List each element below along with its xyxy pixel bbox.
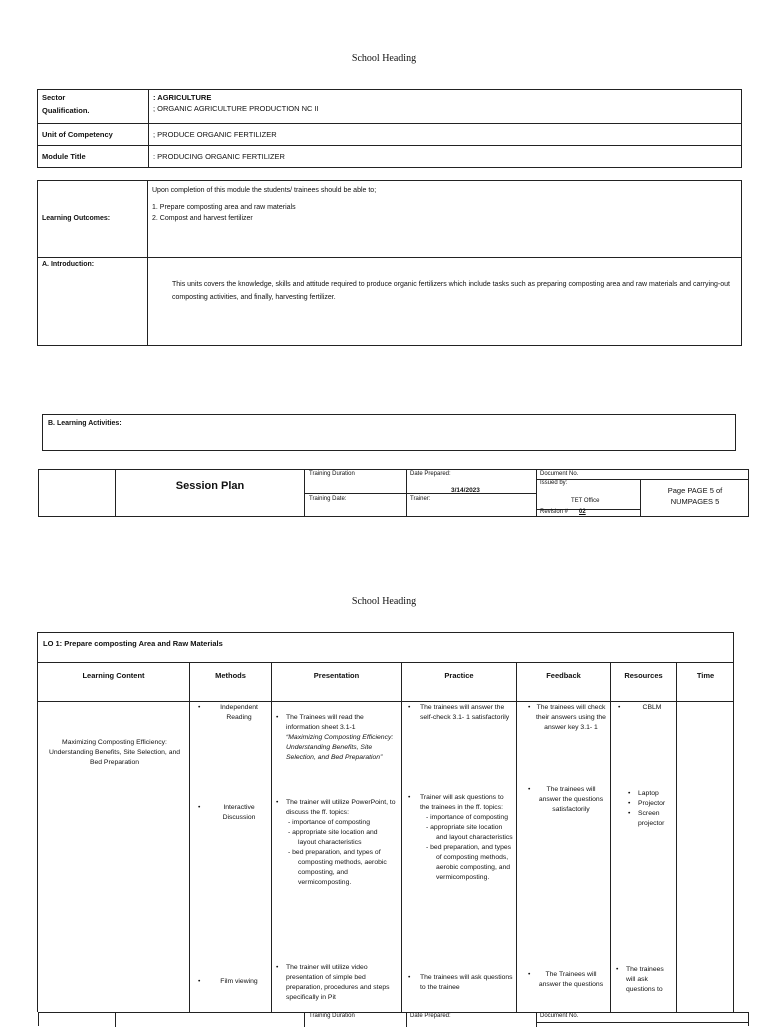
resource-3-text: The trainees will ask questions to — [626, 966, 664, 993]
qualification-value: ; ORGANIC AGRICULTURE PRODUCTION NC II — [153, 104, 319, 113]
method-film-viewing: • Film viewing — [198, 977, 268, 987]
unit-value: ; PRODUCE ORGANIC FERTILIZER — [149, 124, 742, 146]
feedback-1-text: The trainees will check their answers using the answer key 3.1- 1 — [536, 704, 606, 731]
session-plan-title: Session Plan — [175, 480, 245, 492]
date-prepared-label-2: Date Prepared: — [410, 1013, 451, 1019]
header-methods: Methods — [215, 671, 246, 680]
practice-3: • The trainees will ask questions to the trainee — [408, 974, 513, 991]
resource-laptop: Laptop — [638, 790, 659, 797]
resource-2: • Laptop • Projector • Screen projector — [628, 790, 666, 827]
outcomes-intro: Upon completion of this module the students/ trainees should be able to; — [152, 187, 377, 194]
feedback-3-text: The Trainees will answer the questions — [538, 971, 604, 988]
revision-label: Revision # — [540, 509, 569, 515]
header-feedback: Feedback — [546, 671, 581, 680]
practice-topic: - bed preparation, and types of composting methods, aerobic composting, and vermicomposting. — [436, 843, 513, 883]
practice-1-text: The trainees will answer the self-check 3.1- 1 satisfactorily — [420, 704, 510, 721]
method-2-label: Interactive Discussion — [222, 804, 256, 821]
presentation-2: • The trainer will utilize PowerPoint, to discuss the ff. topics: - importance of composting - appropriate site location and layout characteristics - bed preparation, and types of composting methods, aerobic composting, and vermicomposting. — [286, 798, 396, 888]
school-heading: School Heading — [351, 53, 417, 64]
learning-activities-label: B. Learning Activities: — [48, 420, 122, 427]
presentation-topic: - bed preparation, and types of composting methods, aerobic composting, and vermicomposting. — [298, 848, 396, 888]
practice-2-text: Trainer will ask questions to the trainees in the ff. topics: — [420, 794, 504, 811]
resource-screen-projector: Screen projector — [638, 810, 665, 827]
practice-3-text: The trainees will ask questions to the trainee — [420, 974, 513, 991]
method-3-label: Film viewing — [220, 978, 258, 985]
practice-2: • Trainer will ask questions to the trainees in the ff. topics: - importance of composting - appropriate site location and layout characteristics - bed preparation, and types of composting methods, aerobic composting, and vermicomposting. — [420, 793, 513, 883]
sector-label: Sector — [42, 93, 66, 102]
issued-by-value: TET Office — [571, 498, 600, 504]
presentation-2-text: The trainer will utilize PowerPoint, to discuss the ff. topics: — [286, 799, 396, 816]
resource-3: • The trainees will ask questions to — [616, 965, 674, 995]
issued-by-label: Issued by: — [540, 480, 568, 486]
presentation-topic: - importance of composting — [298, 818, 396, 828]
practice-topic: - appropriate site location and layout characteristics — [436, 823, 513, 843]
feedback-2: • The trainees will answer the questions satisfactorily — [528, 785, 606, 815]
module-label: Module Title — [38, 146, 149, 168]
learning-outcomes-label: Learning Outcomes: — [42, 215, 111, 222]
presentation-1-text: The Trainees will read the information sheet 3.1-1 — [286, 714, 364, 731]
trainer-label: Trainer: — [410, 496, 431, 502]
feedback-1: • The trainees will check their answers using the answer key 3.1- 1 — [528, 704, 606, 731]
sector-value: : AGRICULTURE — [153, 93, 212, 102]
introduction-label: A. Introduction: — [42, 261, 95, 268]
header-practice: Practice — [444, 671, 474, 680]
date-prepared-label: Date Prepared: — [410, 471, 451, 477]
resource-projector: Projector — [638, 800, 666, 807]
learning-activities-box — [42, 414, 736, 451]
header-presentation: Presentation — [313, 671, 360, 680]
method-1-label: Independent Reading — [220, 704, 258, 721]
header-learning-content: Learning Content — [82, 671, 145, 680]
resource-1: • CBLM — [618, 703, 676, 713]
unit-label: Unit of Competency — [38, 124, 149, 146]
practice-1: • The trainees will answer the self-check 3.1- 1 satisfactorily — [420, 703, 513, 723]
presentation-topic: - appropriate site location and layout characteristics — [298, 828, 396, 848]
learning-content-text: Maximizing Composting Efficiency: Understanding Benefits, Site Selection, and Bed Preparation — [48, 739, 181, 766]
presentation-1-italic: “Maximizing Composting Efficiency: Understanding Benefits, Site Selection, and Bed Preparation” — [286, 734, 394, 761]
document-no-label: Document No. — [540, 471, 579, 477]
presentation-1: • The Trainees will read the information sheet 3.1-1 “Maximizing Composting Efficiency: Understanding Benefits, Site Selection, and Bed Preparation” — [286, 713, 396, 763]
feedback-2-text: The trainees will answer the questions satisfactorily — [538, 786, 604, 813]
session-plan-footer — [38, 469, 749, 517]
presentation-3: • The trainer will utilize video presentation of simple bed preparation, procedures and steps specifically in Pit — [286, 963, 396, 1003]
revision-value: 02 — [579, 509, 586, 515]
document-no-label-2: Document No. — [540, 1013, 579, 1019]
training-duration-label: Training Duration — [309, 471, 355, 477]
lo-table — [37, 632, 734, 1012]
lo-title: LO 1: Prepare composting Area and Raw Materials — [43, 639, 223, 648]
header-time: Time — [696, 671, 715, 680]
page-number: Page PAGE 5 of NUMPAGES 5 — [667, 486, 723, 506]
outcomes-section — [37, 180, 742, 346]
method-interactive-discussion: • Interactive Discussion — [198, 803, 268, 823]
outcome-item-1: 1. Prepare composting area and raw materials — [152, 204, 296, 211]
date-prepared-value: 3/14/2023 — [451, 487, 480, 494]
module-info-table — [37, 89, 742, 168]
qualification-label: Qualification. — [42, 106, 90, 115]
feedback-3: • The Trainees will answer the questions — [528, 970, 606, 990]
header-resources: Resources — [624, 671, 663, 680]
resource-cblm: CBLM — [642, 704, 662, 711]
module-value: : PRODUCING ORGANIC FERTILIZER — [149, 146, 742, 168]
training-duration-label-2: Training Duration — [309, 1013, 355, 1019]
outcome-item-2: 2. Compost and harvest fertilizer — [152, 215, 253, 222]
school-heading-2: School Heading — [351, 596, 417, 607]
method-independent-reading: • Independent Reading — [198, 703, 268, 723]
practice-topic: - importance of composting — [436, 813, 513, 823]
presentation-3-text: The trainer will utilize video presentation of simple bed preparation, procedures and steps specifically in Pit — [286, 964, 390, 1001]
training-date-label: Training Date: — [309, 496, 347, 502]
introduction-text: This units covers the knowledge, skills and attitude required to produce organic fertilizers which include tasks such as preparing composting area and raw materials and carrying-out composting activities, and finally, harvesting fertilizer. — [172, 281, 730, 301]
